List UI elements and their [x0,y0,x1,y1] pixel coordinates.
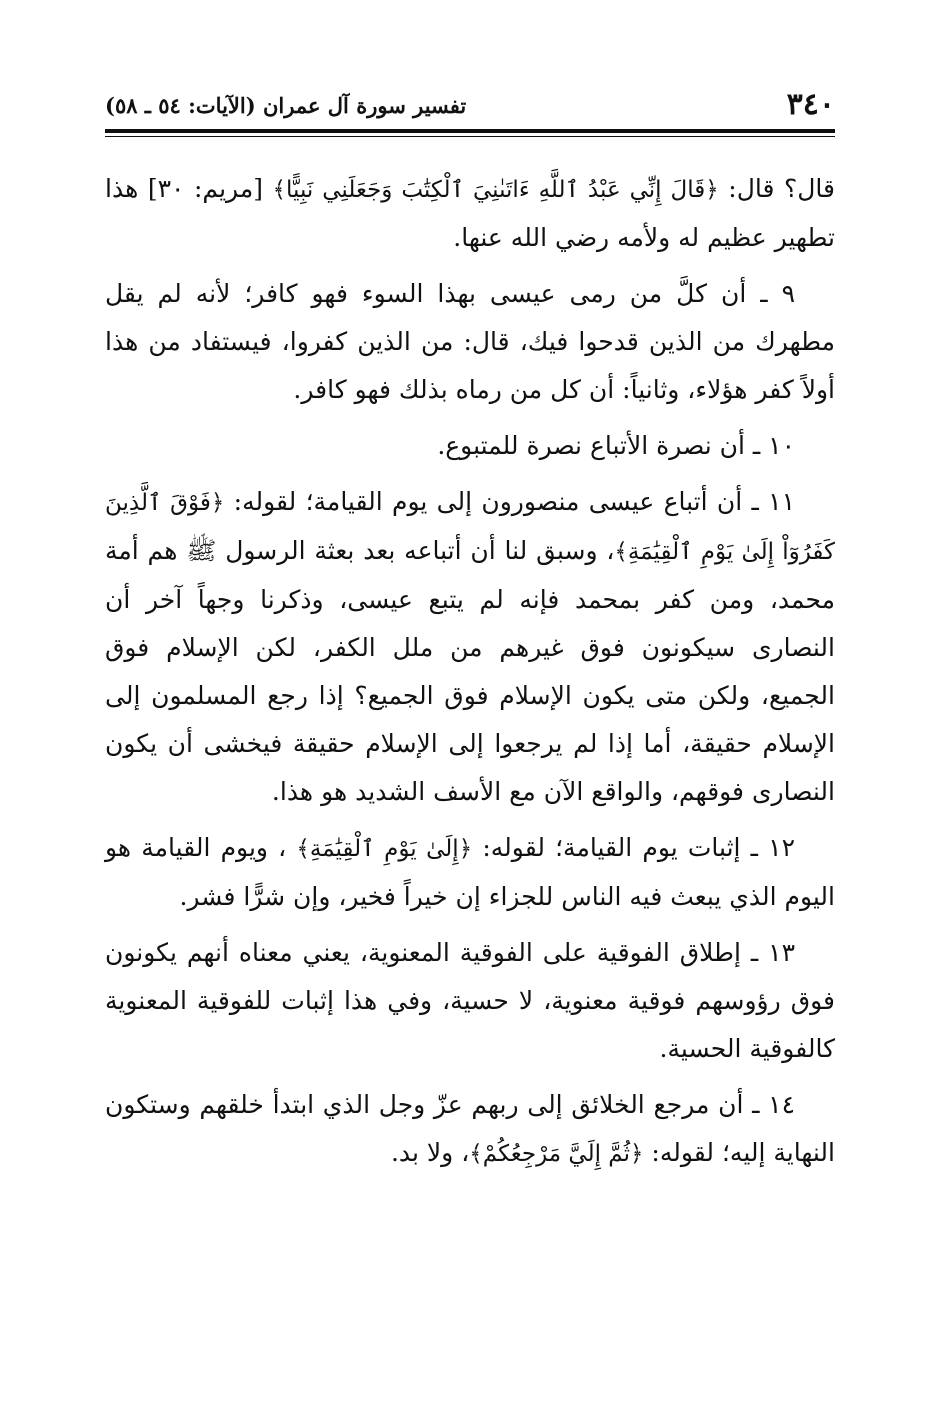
paragraph-text: ، ويوم القيامة هو اليوم الذي يبعث فيه الناس للجزاء إن خيراً فخير، وإن شرًّا فشر. [105,833,835,911]
quran-verse: ﴿ثُمَّ إِلَيَّ مَرْجِعُكُمْ﴾ [469,1141,644,1167]
paragraph-point-9: ٩ ـ أن كلَّ من رمى عيسى بهذا السوء فهو كافر؛ لأنه لم يقل مطهرك من الذين قدحوا فيك، قال: من الذين كفروا، فيستفاد من هذا أولاً كفر هؤلاء، وثانياً: أن كل من رماه بذلك فهو كافر. [105,279,835,404]
body-text [105,165,835,1186]
paragraph-text: قال؟ قال: [718,174,835,203]
page-number: ٣٤٠ [786,87,835,122]
quran-verse: ﴿فَوْقَ ٱلَّذِينَ كَفَرُوٓاْ إِلَىٰ يَوْمِ ٱلْقِيَٰمَةِ﴾ [105,490,836,565]
paragraph-text: ، وسبق لنا أن أتباعه بعد بعثة الرسول ﷺ هم أمة محمد، ومن كفر بمحمد فإنه لم يتبع عيسى، وذكرنا وجهاً آخر أن النصارى سيكونون فوق غيرهم من ملل الكفر، لكن الإسلام فوق الجميع، ولكن متى يكون الإسلام فوق الجميع؟ إذا رجع المسلمون إلى الإسلام حقيقة، أما إذا لم يرجعوا إلى الإسلام حقيقة فيخشى أن يكون النصارى فوقهم، والواقع الآن مع الأسف الشديد هو هذا. [105,536,835,806]
paragraph-continuation [105,165,835,262]
paragraph-text: ١١ ـ أن أتباع عيسى منصورون إلى يوم القيامة؛ لقوله: [224,487,795,516]
paragraph-text: ١٤ ـ أن مرجع الخلائق إلى ربهم عزّ وجل الذي ابتدأ خلقهم وستكون النهاية إليه؛ لقوله: [105,1090,835,1167]
paragraph-point-11 [105,478,835,816]
header-rule-thin [105,136,835,137]
running-header [105,85,835,125]
quran-verse: ﴿إِلَىٰ يَوْمِ ٱلْقِيَٰمَةِ﴾ [296,836,473,862]
quran-verse: ﴿قَالَ إِنِّي عَبْدُ ٱللَّهِ ءَاتَىٰنِيَ ٱلْكِتَٰبَ وَجَعَلَنِي نَبِيًّا﴾ [272,177,719,203]
paragraph-point-10: ١٠ ـ أن نصرة الأتباع نصرة للمتبوع. [437,431,795,460]
paragraph-text: ١٢ ـ إثبات يوم القيامة؛ لقوله: [472,833,795,862]
paragraph-text: ، ولا بد. [390,1138,470,1167]
paragraph-point-13: ١٣ ـ إطلاق الفوقية على الفوقية المعنوية، يعني معناه أنهم يكونون فوق رؤوسهم فوقية معنوية، لا حسية، وفي هذا إثبات للفوقية المعنوية كالفوقية الحسية. [105,938,835,1063]
header-rule-thick [105,129,835,133]
paragraph-point-14 [105,1081,835,1178]
paragraph-point-12 [105,824,835,921]
running-title: تفسير سورة آل عمران (الآيات: ٥٤ ـ ٥٨) [105,93,467,118]
paragraph-text: [مريم: ٣٠] هذا تطهير عظيم له ولأمه رضي الله عنها. [105,174,835,252]
book-page [105,85,835,1345]
